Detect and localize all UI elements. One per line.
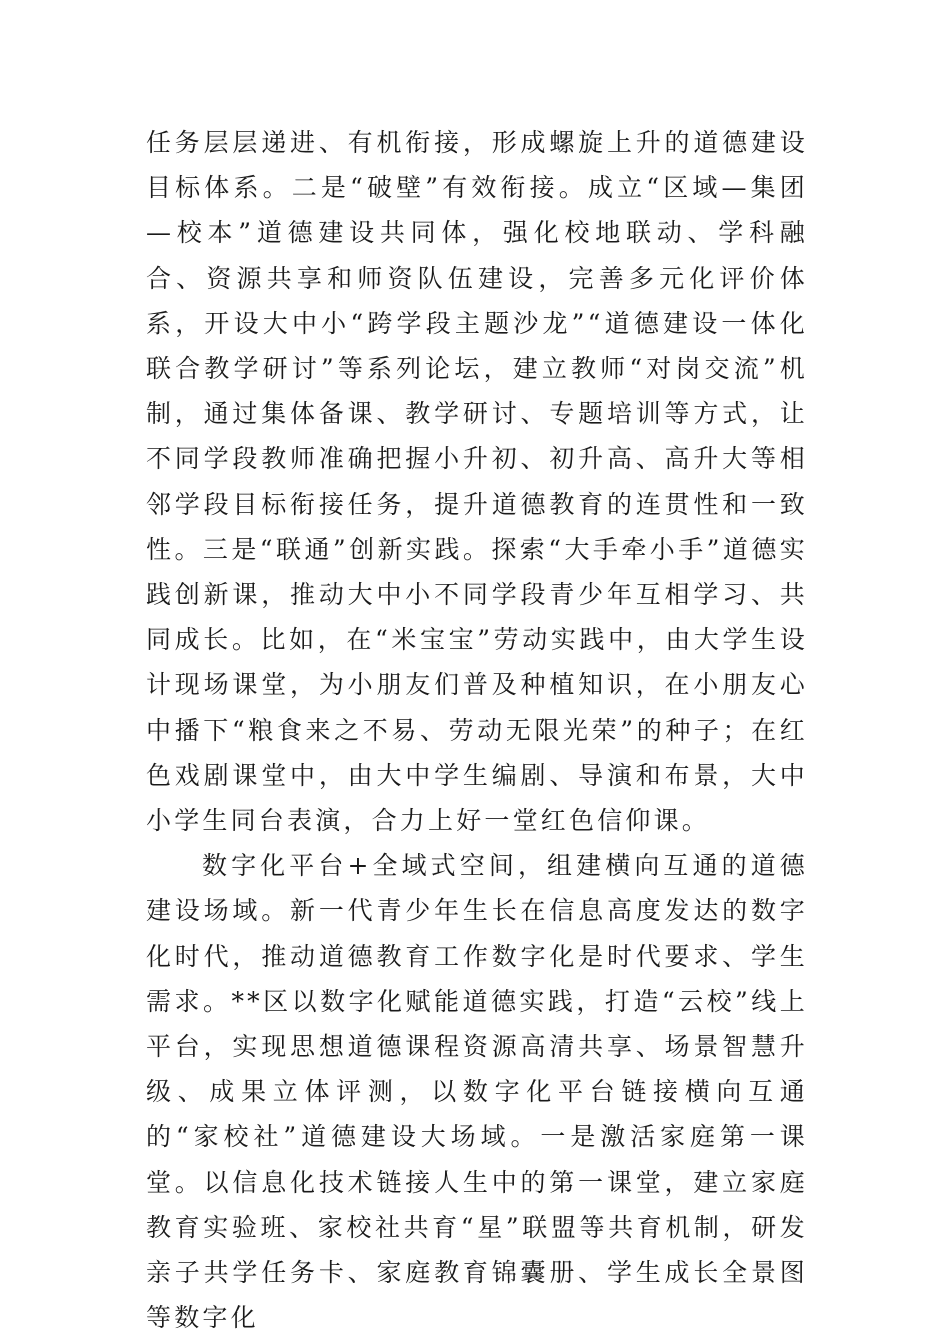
paragraph-2: 数字化平台+全域式空间，组建横向互通的道德建设场域。新一代青少年生长在信息高度发达的数字化时代，推动道德教育工作数字化是时代要求、学生需求。**区以数字化赋能道德实践，打造“云校”线上平台，实现思想道德课程资源高清共享、场景智慧升级、成果立体评测，以数字化平台链接横向互通的“家校社”道德建设大场域。一是激活家庭第一课堂。以信息化技术链接人生中的第一课堂，建立家庭教育实验班、家校社共育“星”联盟等共育机制，研发亲子共学任务卡、家庭教育锦囊册、学生成长全景图等数字化 <box>146 851 808 1333</box>
body-text <box>146 120 808 1340</box>
paragraph-1: 任务层层递进、有机衔接，形成螺旋上升的道德建设目标体系。二是“破壁”有效衔接。成立“区域—集团—校本”道德建设共同体，强化校地联动、学科融合、资源共享和师资队伍建设，完善多元化评价体系，开设大中小“跨学段主题沙龙”“道德建设一体化联合教学研讨”等系列论坛，建立教师“对岗交流”机制，通过集体备课、教学研讨、专题培训等方式，让不同学段教师准确把握小升初、初升高、高升大等相邻学段目标衔接任务，提升道德教育的连贯性和一致性。三是“联通”创新实践。探索“大手牵小手”道德实践创新课，推动大中小不同学段青少年互相学习、共同成长。比如，在“米宝宝”劳动实践中，由大学生设计现场课堂，为小朋友们普及种植知识，在小朋友心中播下“粮食来之不易、劳动无限光荣”的种子；在红色戏剧课堂中，由大中学生编剧、导演和布景，大中小学生同台表演，合力上好一堂红色信仰课。 <box>146 128 808 836</box>
